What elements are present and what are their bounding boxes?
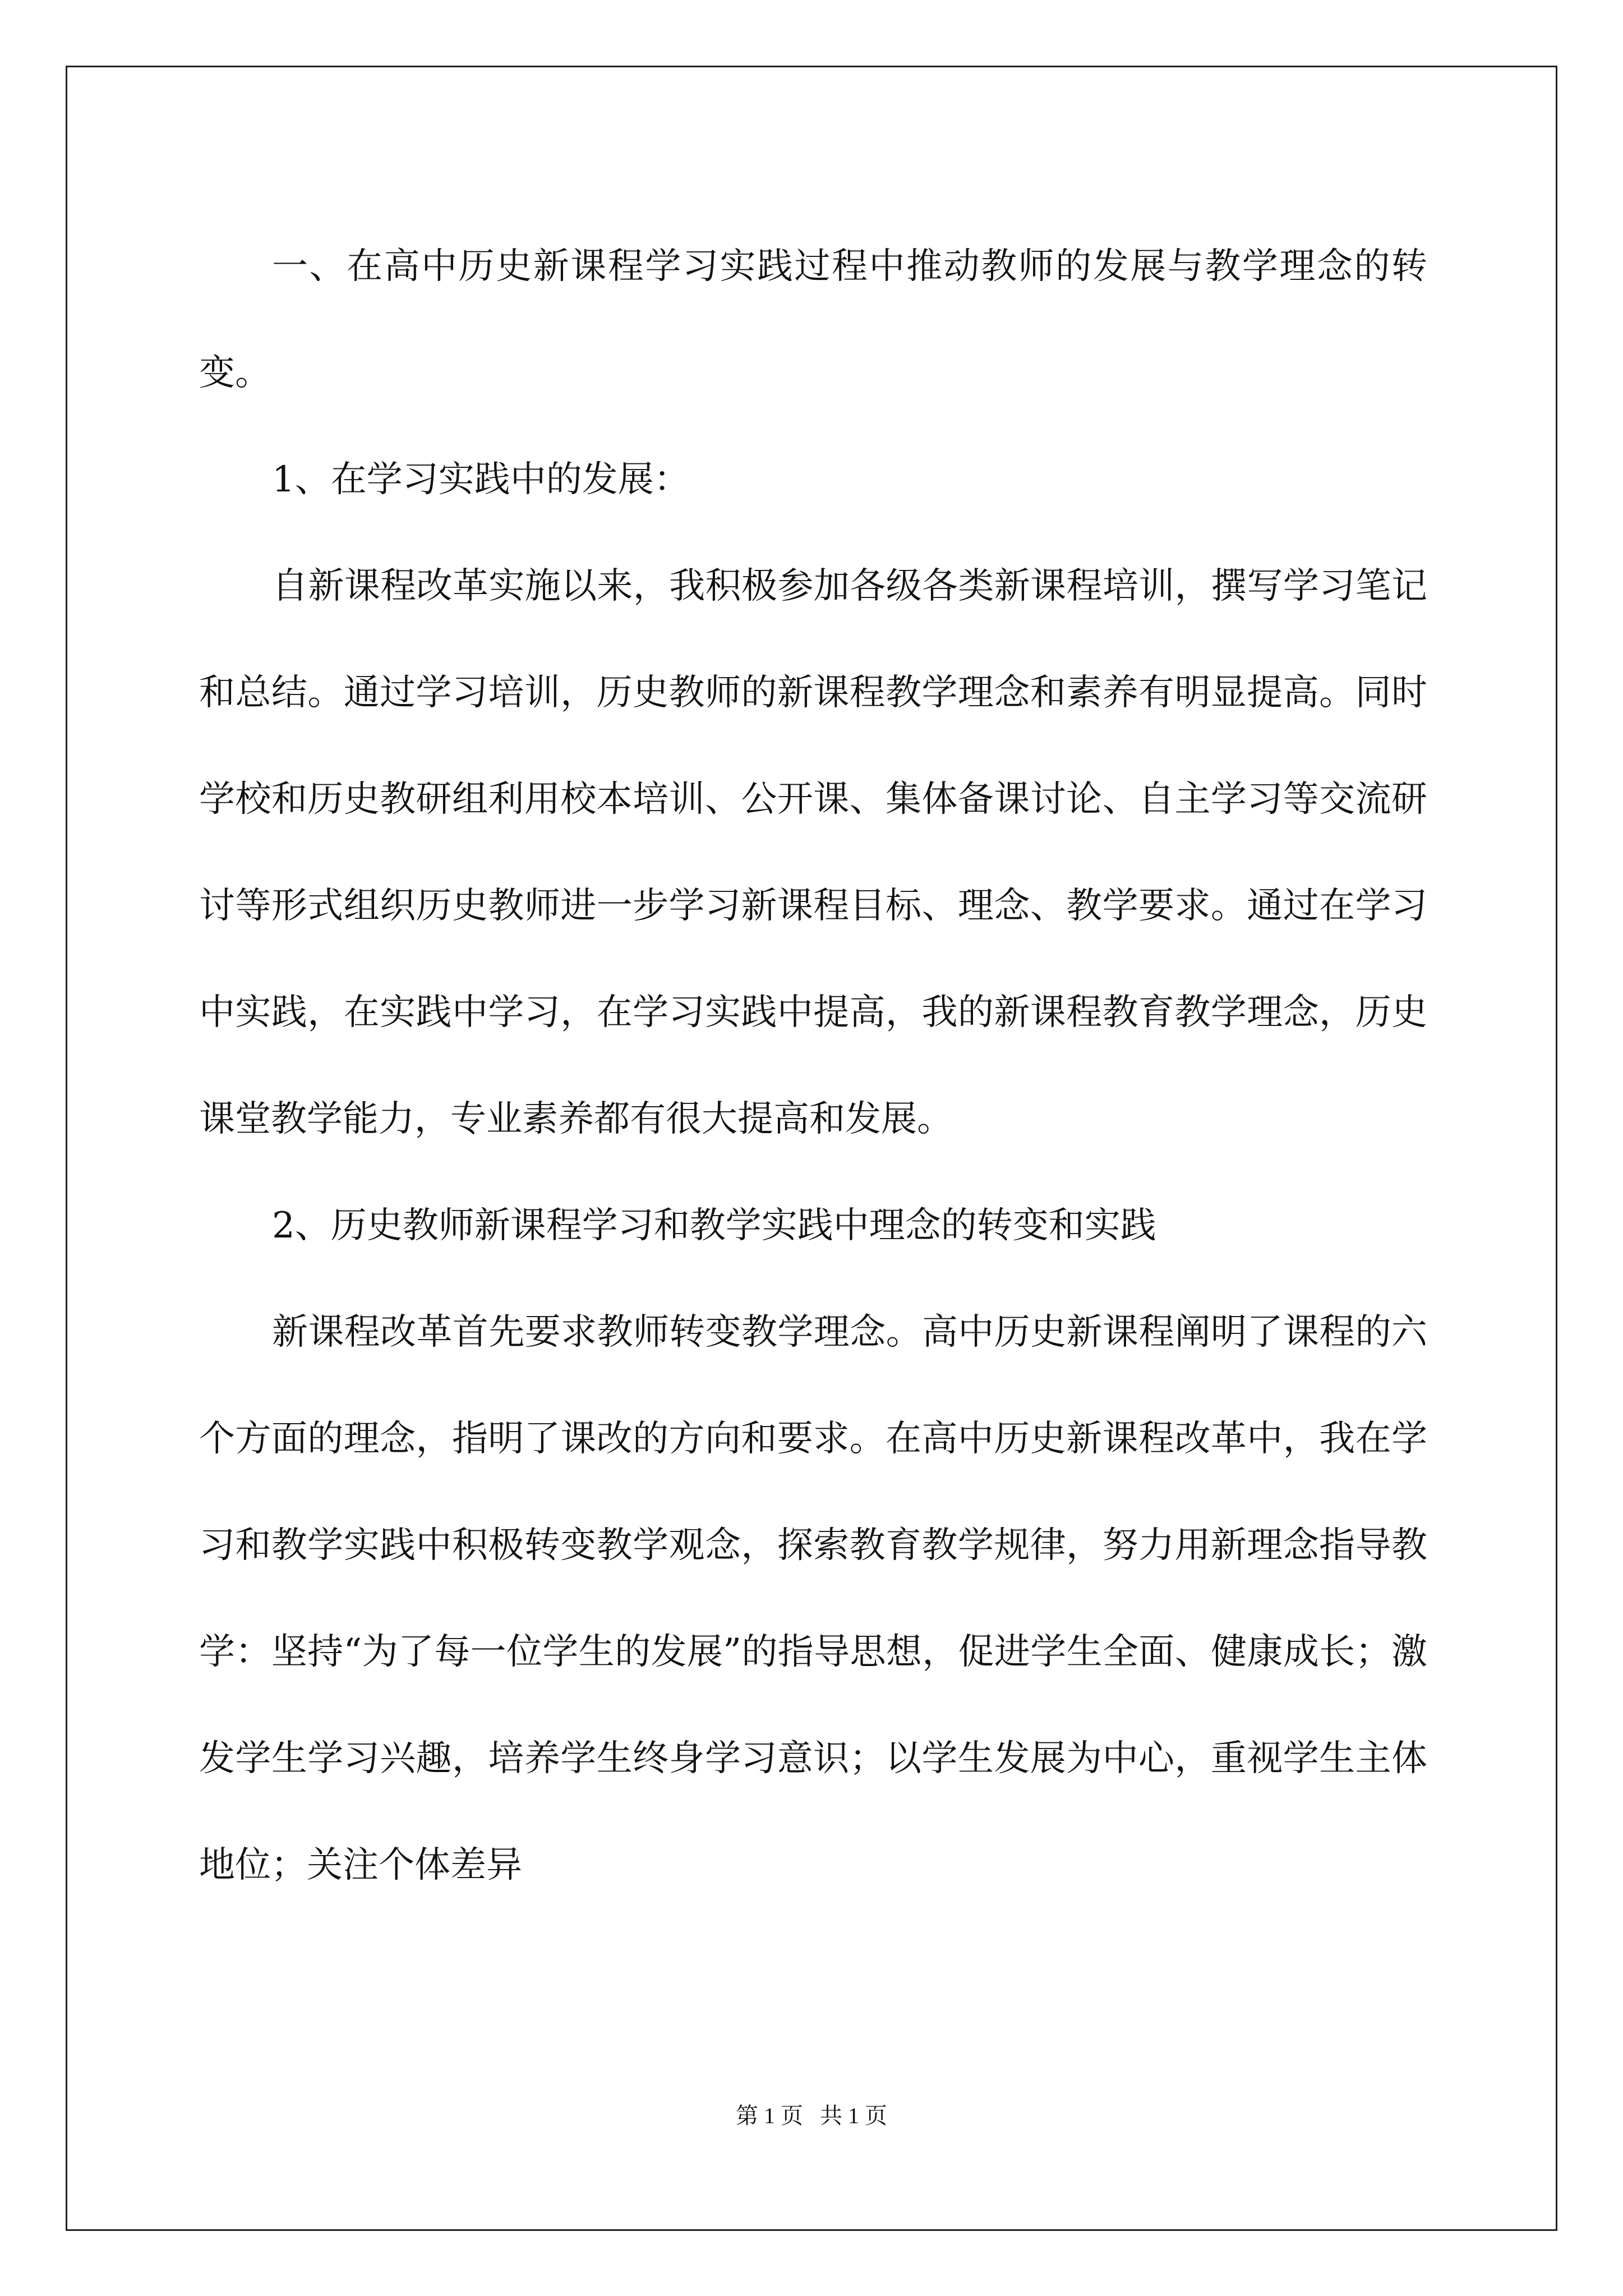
body-paragraph: 自新课程改革实施以来，我积极参加各级各类新课程培训，撰写学习笔记和总结。通过学习培训，历史教师的新课程教学理念和素养有明显提高。同时学校和历史教研组利用校本培训、公开课、集体备课讨论、自主学习等交流研讨等形式组织历史教师进一步学习新课程目标、理念、教学要求。通过在学习中实践，在实践中学习，在学习实践中提高，我的新课程教育教学理念，历史课堂教学能力，专业素养都有很大提高和发展。 [199,565,1427,1140]
subheading-2: 2、历史教师新课程学习和教学实践中理念的转变和实践 [272,1205,1156,1246]
document-body [199,213,1427,1918]
page-footer: 第 1 页 共 1 页 [736,2103,887,2128]
subheading-1: 1、在学习实践中的发展： [272,459,690,500]
heading-section-1: 一、在高中历史新课程学习实践过程中推动教师的发展与教学理念的转变。 [199,246,1427,394]
body-paragraph: 新课程改革首先要求教师转变教学理念。高中历史新课程阐明了课程的六个方面的理念，指明了课改的方向和要求。在高中历史新课程改革中，我在学习和教学实践中积极转变教学观念，探索教育教学规律，努力用新理念指导教学：坚持“为了每一位学生的发展”的指导思想，促进学生全面、健康成长；激发学生学习兴趣，培养学生终身学习意识；以学生发展为中心，重视学生主体地位；关注个体差异 [199,1312,1427,1886]
